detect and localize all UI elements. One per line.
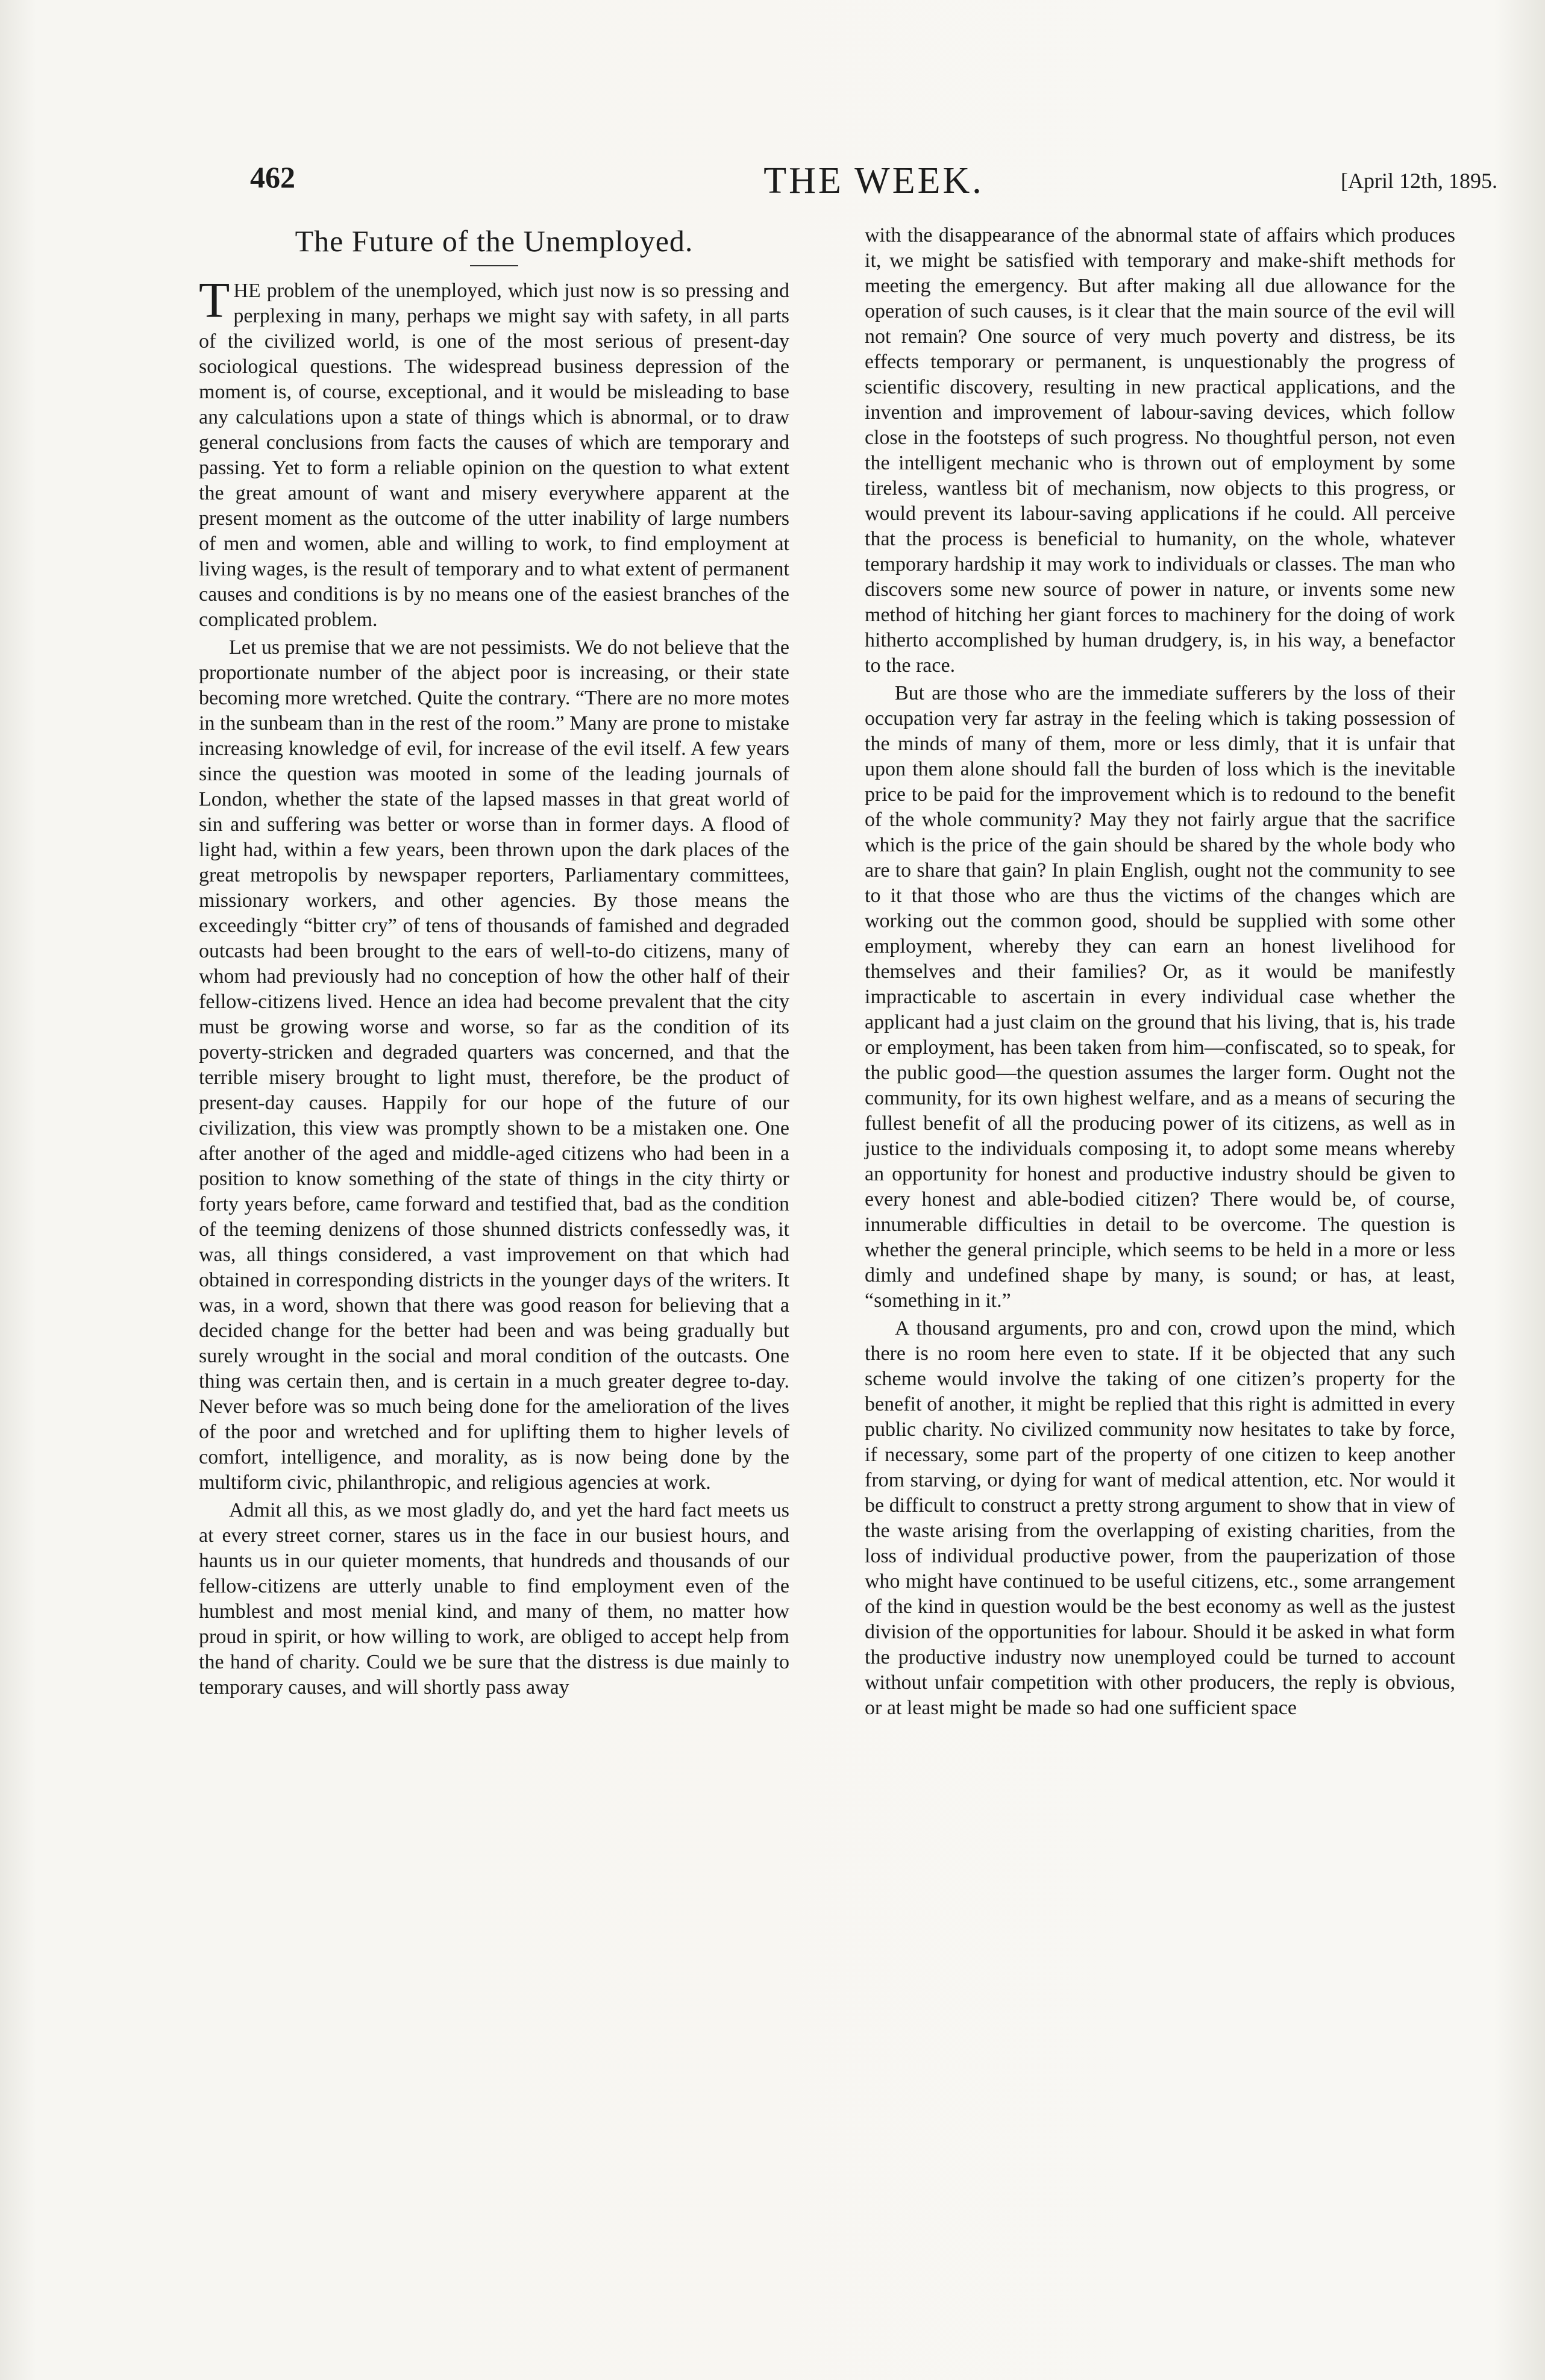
article-title: The Future of the Unemployed. xyxy=(295,224,694,258)
paragraph-text: HE problem of the unemployed, which just now is so pressing and perplexing in many, perhaps we might say with safety, in all parts of the civilized world, is one of the most serious of present-day sociological questions. The widespread business depression of the moment is, of course, exceptional, and it would be misleading to base any calculations upon a state of things which is abnormal, or to draw general conclusions from facts the causes of which are temporary and passing. Yet to form a reliable opinion on the question to what extent the great amount of want and misery everywhere apparent at the present moment as the outcome of the utter inability of large numbers of men and women, able and willing to work, to find employment at living wages, is the result of temporary and to what extent of permanent causes and conditions is by no means one of the easiest branches of the complicated problem. xyxy=(199,280,789,631)
dateline: [April 12th, 1895. xyxy=(1341,169,1497,193)
article-paragraph xyxy=(199,272,789,633)
right-column xyxy=(865,223,1455,1721)
article-paragraph: Let us premise that we are not pessimists. We do not believe that the proportionate number of the abject poor is increasing, or their state becoming more wretched. Quite the contrary. “There are no more motes in the sunbeam than in the rest of the room.” Many are prone to mistake increasing knowledge of evil, for increase of the evil itself. A few years since the question was mooted in some of the leading journals of London, whether the state of the lapsed masses in that great world of sin and suffering was better or worse than in former days. A flood of light had, within a few years, been thrown upon the dark places of the great metropolis by newspaper reporters, Parliamentary committees, missionary workers, and other agencies. By those means the exceedingly “bitter cry” of tens of thousands of famished and degraded outcasts had been brought to the ears of well-to-do citizens, many of whom had previously had no conception of how the other half of their fellow-citizens lived. Hence an idea had become prevalent that the city must be growing worse and worse, so far as the condition of its poverty-stricken and degraded quarters was concerned, and that the terrible misery brought to light must, therefore, be the product of present-day causes. Happily for our hope of the future of our civilization, this view was promptly shown to be a mistaken one. One after another of the aged and middle-aged citizens who had been in a position to know something of the state of things in the city thirty or forty years before, came forward and testified that, bad as the condition of the teeming denizens of those shunned districts confessedly was, it was, all things considered, a vast improvement on that which had obtained in corresponding districts in the younger days of the writers. It was, in a word, shown that there was good reason for believing that a decided change for the better had been and was being gradually but surely wrought in the social and moral condition of the outcasts. One thing was certain then, and is certain in a much greater degree to-day. Never before was so much being done for the amelioration of the lives of the poor and wretched and for uplifting them to higher levels of comfort, intelligence, and morality, as is now being done by the multiform civic, philanthropic, and religious agencies at work. xyxy=(199,636,789,1494)
left-column xyxy=(199,223,789,1700)
title-rule xyxy=(470,265,518,266)
article-paragraph: with the disappearance of the abnormal state of affairs which produces it, we might be satisfied with temporary and make-shift methods for meeting the emergency. But after making all due allowance for the operation of such causes, is it clear that the main source of the evil will not remain? One source of very much poverty and distress, be its effects temporary or permanent, is unquestionably the progress of scientific discovery, resulting in new practical applications, and the invention and improvement of labour-saving devices, which follow close in the footsteps of such progress. No thoughtful person, not even the intelligent mechanic who is thrown out of employment by some tireless, wantless bit of mechanism, now objects to this progress, or would prevent its labour-saving applications if he could. All perceive that the process is beneficial to humanity, on the whole, whatever temporary hardship it may work to individuals or classes. The man who discovers some new source of power in nature, or invents some new method of hitching her giant forces to machinery for the doing of work hitherto accomplished by human drudgery, is, in his way, a benefactor to the race. xyxy=(865,224,1455,677)
page-number: 462 xyxy=(250,160,295,194)
page-header xyxy=(250,160,1497,208)
article-paragraph: A thousand arguments, pro and con, crowd upon the mind, which there is no room here even to state. If it be objected that any such scheme would involve the taking of one citizen’s property for the benefit of another, it might be replied that this right is admitted in every public charity. No civilized community now hesitates to take by force, if necessary, some part of the property of one citizen to keep another from starving, or dying for want of medical attention, etc. Nor would it be difficult to construct a pretty strong argument to show that in view of the waste arising from the overlapping of existing charities, from the loss of individual productive power, from the pauperization of those who might have continued to be useful citizens, etc., some arrangement of the kind in question would be the best economy as well as the justest division of the opportunities for labour. Should it be asked in what form the productive industry now unemployed could be turned to account without unfair competition with other producers, the reply is obvious, or at least might be made so had one sufficient space xyxy=(865,1317,1455,1719)
masthead: THE WEEK. xyxy=(763,160,984,201)
drop-cap: T xyxy=(199,272,230,328)
article-paragraph: Admit all this, as we most gladly do, and yet the hard fact meets us at every street corner, stares us in the face in our busiest hours, and haunts us in our quieter moments, that hundreds and thousands of our fellow-citizens are utterly unable to find employment even of the humblest and most menial kind, and many of them, no matter how proud in spirit, or how willing to work, are obliged to accept help from the hand of charity. Could we be sure that the distress is due mainly to temporary causes, and will shortly pass away xyxy=(199,1499,789,1699)
article-paragraph: But are those who are the immediate sufferers by the loss of their occupation very far astray in the feeling which is taking possession of the minds of many of them, more or less dimly, that it is unfair that upon them alone should fall the burden of loss which is the inevitable price to be paid for the improvement which is to redound to the benefit of the whole community? May they not fairly argue that the sacrifice which is the price of the gain should be shared by the whole body who are to share that gain? In plain English, ought not the community to see to it that those who are thus the victims of the changes which are working out the common good, should be supplied with some other employment, whereby they can earn an honest livelihood for themselves and their families? Or, as it would be manifestly impracticable to ascertain in every individual case whether the applicant had a just claim on the ground that his living, that is, his trade or employment, has been taken from him—confiscated, so to speak, for the public good—the question assumes the larger form. Ought not the community, for its own highest welfare, and as a means of securing the fullest benefit of all the producing power of its citizens, as well as in justice to the individuals composing it, to adopt some means whereby an opportunity for honest and productive industry should be given to every honest and able-bodied citizen? There would be, of course, innumerable difficulties in detail to be overcome. The question is whether the general principle, which seems to be held in a more or less dimly and undefined shape by many, is sound; or has, at least, “something in it.” xyxy=(865,682,1455,1312)
